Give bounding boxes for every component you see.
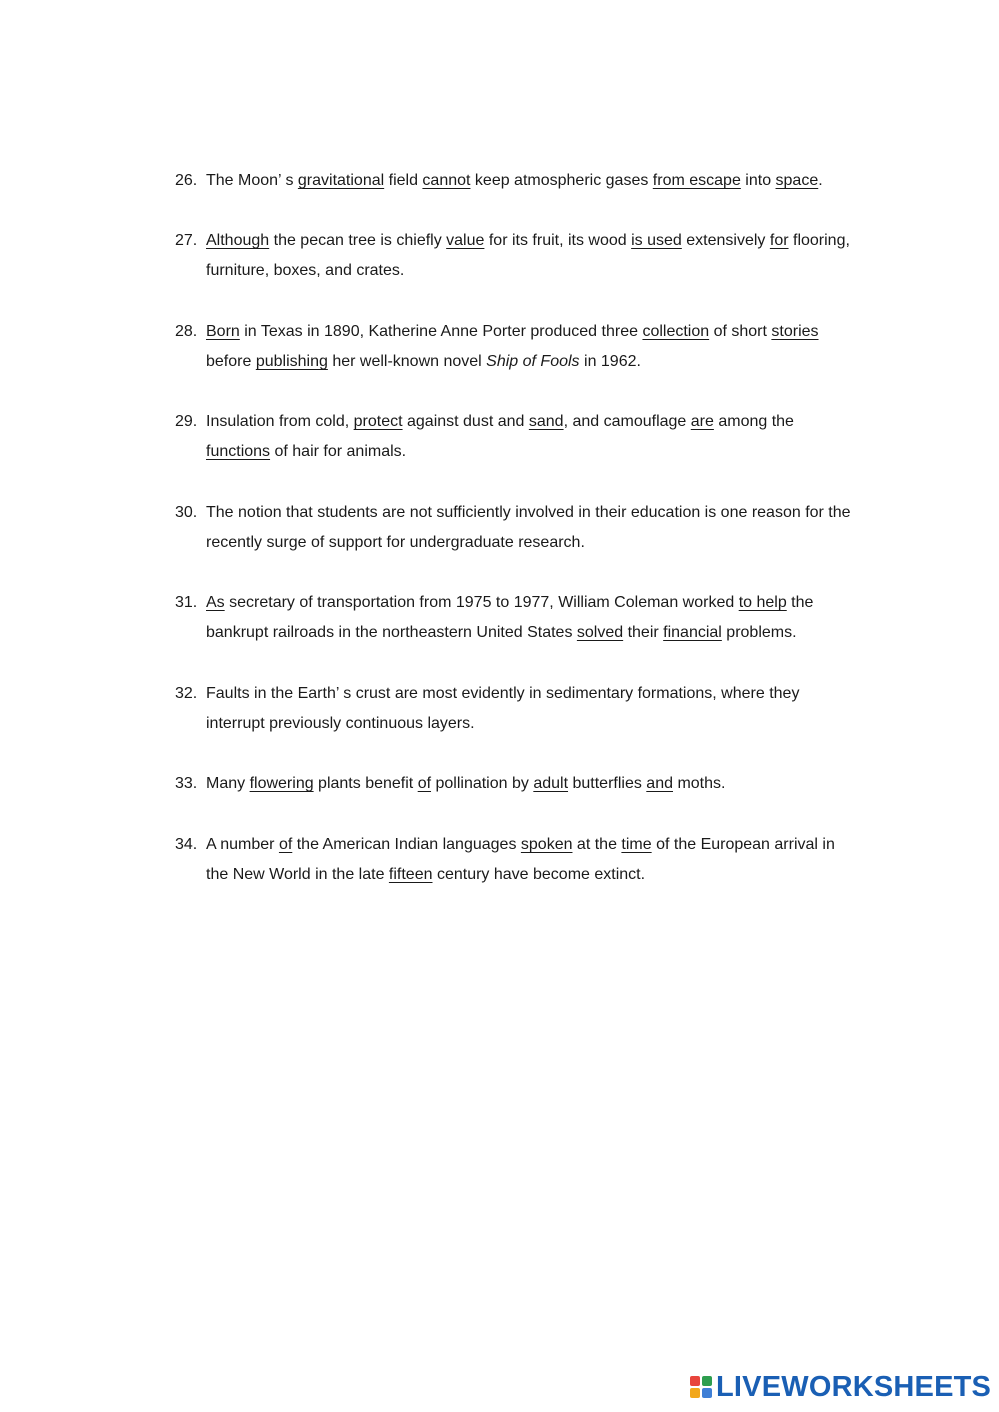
question-item: [175, 830, 855, 890]
text-segment: her well-known novel: [327, 353, 487, 370]
underlined-segment: spoken: [520, 836, 573, 853]
italic-title: Ship of Fools: [486, 353, 580, 370]
underlined-segment: value: [446, 232, 485, 249]
text-segment: century have become extinct.: [432, 866, 646, 883]
underlined-segment: time: [621, 836, 652, 853]
text-segment: their: [623, 624, 664, 641]
underlined-segment: are: [690, 413, 714, 430]
underlined-segment: financial: [663, 624, 722, 641]
question-text: [206, 588, 855, 648]
question-number: 29.: [175, 413, 198, 430]
text-segment: at the: [572, 836, 622, 853]
text-segment: secretary of transportation from 1975 to 1977, William Coleman worked: [224, 594, 739, 611]
text-segment: into: [740, 172, 776, 189]
question-text: [206, 166, 855, 196]
underlined-segment: sand: [528, 413, 564, 430]
underlined-segment: cannot: [422, 172, 471, 189]
text-segment: in Texas in 1890, Katherine Anne Porter produced three: [239, 323, 643, 340]
text-segment: the bankrupt railroads in the northeastern United States: [206, 594, 814, 641]
question-text: [206, 498, 855, 558]
text-segment: of short: [709, 323, 772, 340]
liveworksheets-logo-icon: [690, 1376, 712, 1398]
text-segment: moths.: [673, 775, 726, 792]
underlined-segment: publishing: [255, 353, 328, 370]
underlined-segment: of: [278, 836, 293, 853]
question-item: [175, 679, 855, 739]
liveworksheets-wordmark: LIVEWORKSHEETS: [716, 1370, 992, 1403]
underlined-segment: functions: [206, 443, 271, 460]
underlined-segment: to help: [738, 594, 787, 611]
underlined-segment: of: [417, 775, 432, 792]
text-segment: keep atmospheric gases: [470, 172, 653, 189]
text-segment: Insulation from cold,: [206, 413, 354, 430]
question-item: [175, 588, 855, 648]
question-number: 32.: [175, 685, 198, 702]
underlined-segment: Although: [206, 232, 270, 249]
text-segment: The Moon’ s: [206, 172, 298, 189]
text-segment: extensively: [681, 232, 770, 249]
question-item: [175, 769, 855, 799]
text-segment: problems.: [721, 624, 797, 641]
text-segment: of the European arrival in the New World in the late: [206, 836, 835, 883]
underlined-segment: gravitational: [297, 172, 385, 189]
question-item: [175, 226, 855, 286]
underlined-segment: flowering: [249, 775, 314, 792]
text-segment: of hair for animals.: [270, 443, 407, 460]
text-segment: among the: [713, 413, 794, 430]
underlined-segment: space: [775, 172, 819, 189]
question-number: 26.: [175, 172, 198, 189]
question-number: 31.: [175, 594, 198, 611]
logo-square-green: [702, 1376, 712, 1386]
question-text: [206, 317, 855, 377]
underlined-segment: for: [769, 232, 789, 249]
text-segment: for its fruit, its wood: [484, 232, 632, 249]
underlined-segment: is used: [631, 232, 682, 249]
underlined-segment: Born: [206, 323, 240, 340]
question-item: [175, 407, 855, 467]
text-segment: against dust and: [402, 413, 529, 430]
question-text: [206, 679, 855, 739]
question-text: [206, 830, 855, 890]
text-segment: Faults in the Earth’ s crust are most evidently in sedimentary formations, where they interrupt previously continuous layers.: [206, 685, 800, 732]
question-text: [206, 226, 855, 286]
question-text: [206, 769, 855, 799]
underlined-segment: adult: [533, 775, 569, 792]
text-segment: pollination by: [431, 775, 534, 792]
text-segment: before: [206, 353, 256, 370]
question-number: 33.: [175, 775, 198, 792]
underlined-segment: stories: [771, 323, 819, 340]
underlined-segment: from escape: [652, 172, 741, 189]
text-segment: the pecan tree is chiefly: [269, 232, 447, 249]
underlined-segment: fifteen: [388, 866, 433, 883]
text-segment: .: [818, 172, 823, 189]
underlined-segment: and: [646, 775, 673, 792]
question-item: [175, 166, 855, 196]
text-segment: A number: [206, 836, 279, 853]
text-segment: in 1962.: [579, 353, 641, 370]
text-segment: the American Indian languages: [292, 836, 521, 853]
question-number: 27.: [175, 232, 198, 249]
question-number: 34.: [175, 836, 198, 853]
logo-square-blue: [702, 1388, 712, 1398]
text-segment: flooring, furniture, boxes, and crates.: [206, 232, 850, 279]
text-segment: Many: [206, 775, 250, 792]
text-segment: , and camouflage: [563, 413, 691, 430]
question-item: [175, 317, 855, 377]
text-segment: butterflies: [568, 775, 647, 792]
question-number: 30.: [175, 504, 198, 521]
underlined-segment: protect: [353, 413, 403, 430]
text-segment: The notion that students are not sufficiently involved in their education is one reason for the recently surge of support for undergraduate research.: [206, 504, 851, 551]
liveworksheets-branding: [690, 1372, 991, 1402]
question-item: [175, 498, 855, 558]
underlined-segment: collection: [642, 323, 710, 340]
underlined-segment: solved: [576, 624, 624, 641]
logo-square-red: [690, 1376, 700, 1386]
logo-square-yellow: [690, 1388, 700, 1398]
question-text: [206, 407, 855, 467]
text-segment: field: [384, 172, 423, 189]
text-segment: plants benefit: [313, 775, 418, 792]
underlined-segment: As: [206, 594, 225, 611]
question-number: 28.: [175, 323, 198, 340]
